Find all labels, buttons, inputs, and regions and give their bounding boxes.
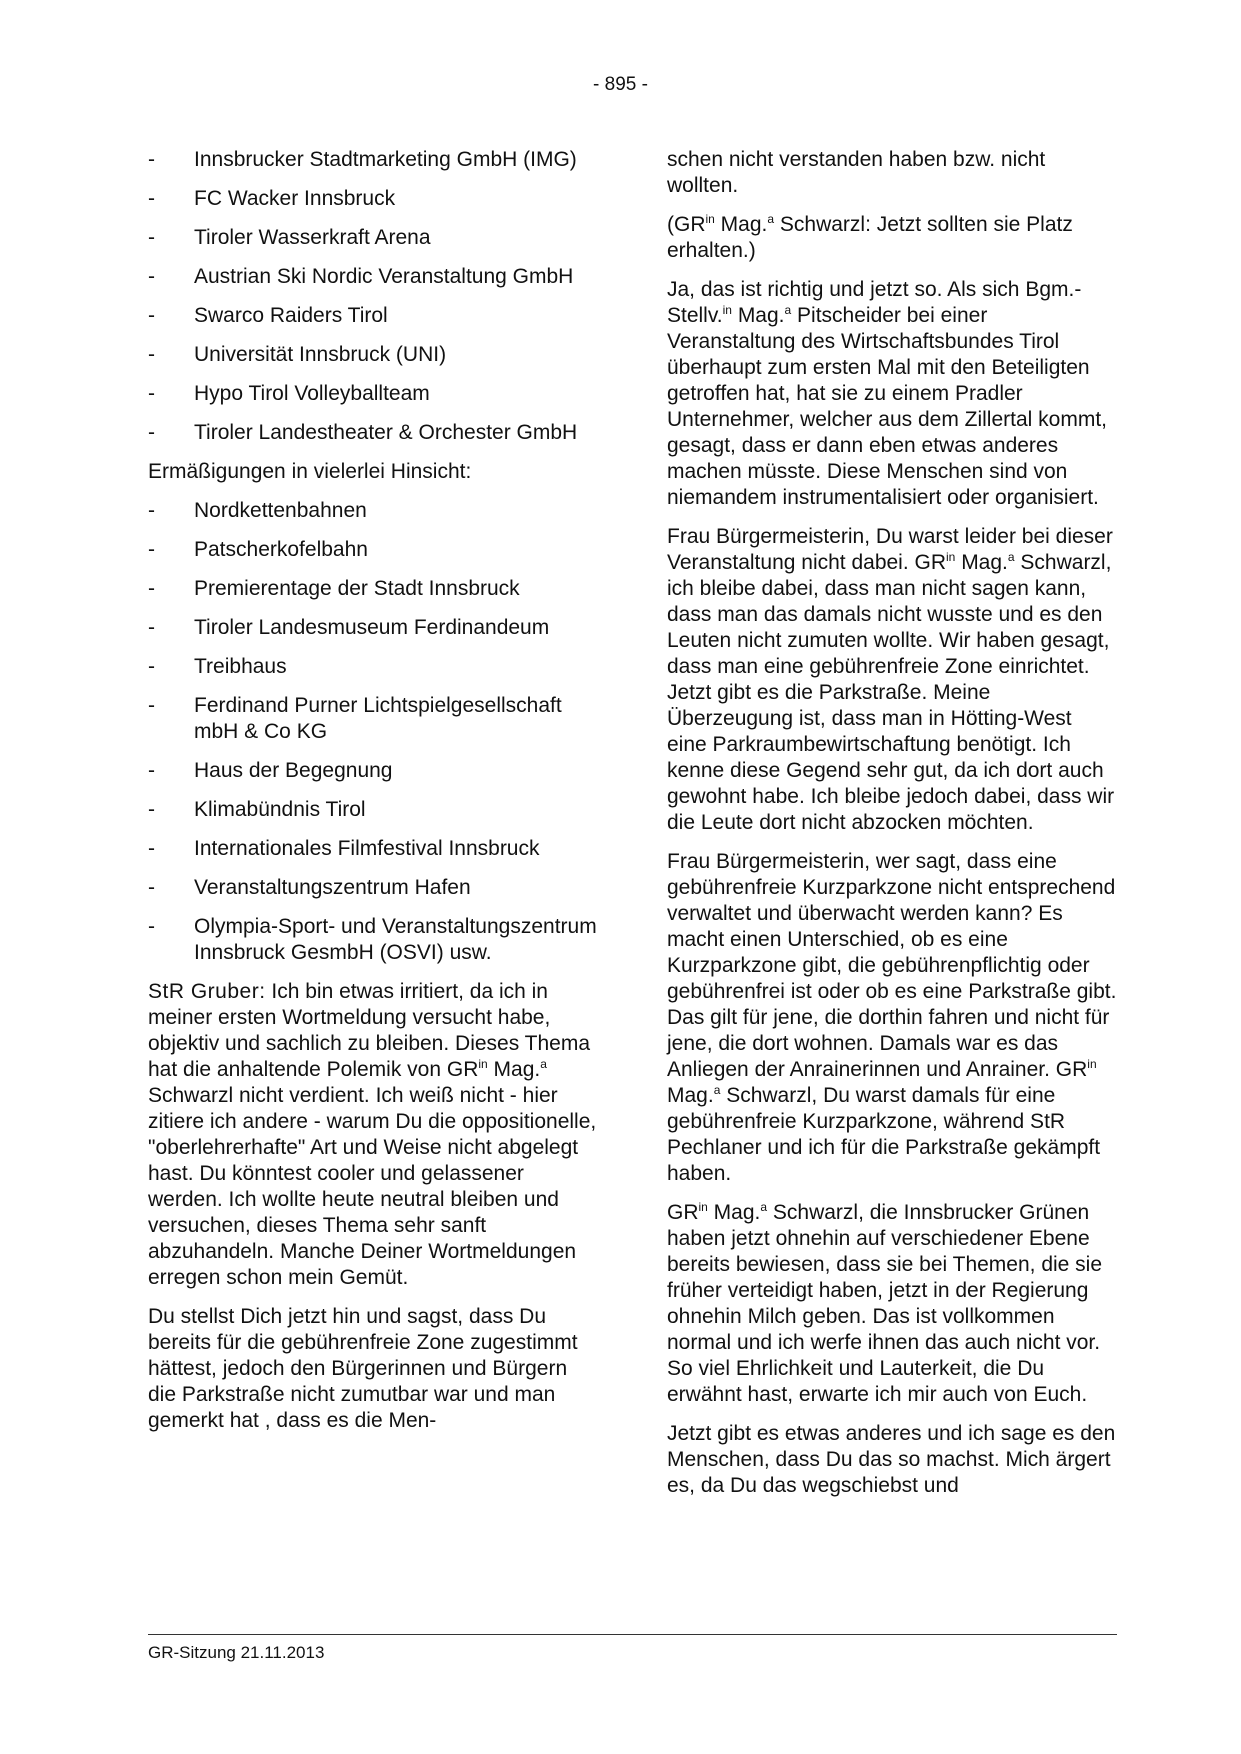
list-bullet-dash: -	[148, 148, 155, 171]
list-bullet-dash: -	[148, 577, 155, 600]
footer-session-date: GR-Sitzung 21.11.2013	[148, 1643, 325, 1662]
list-item	[148, 693, 598, 745]
list-item-text: Tiroler Landestheater & Orchester GmbH	[194, 421, 578, 444]
list-item	[148, 537, 598, 563]
list-bullet-dash: -	[148, 265, 155, 288]
speaker-name: StR Gruber:	[148, 980, 266, 1003]
sponsor-list	[148, 147, 598, 446]
list-item	[148, 225, 598, 251]
list-bullet-dash: -	[148, 499, 155, 522]
list-item	[148, 797, 598, 823]
list-bullet-dash: -	[148, 304, 155, 327]
list-bullet-dash: -	[148, 187, 155, 210]
list-item-text: Olympia-Sport- und Veranstaltungszentrum Innsbruck GesmbH (OSVI) usw.	[194, 915, 597, 964]
list-item-text: Nordkettenbahnen	[194, 499, 367, 522]
list-item-text: Swarco Raiders Tirol	[194, 304, 388, 327]
list-item-text: Hypo Tirol Volleyballteam	[194, 382, 430, 405]
list-item-text: Treibhaus	[194, 655, 287, 678]
right-column	[667, 147, 1117, 1512]
paragraph-interjection: ($GR^{in}$ Mag.$^a$ Schwarzl: Jetzt sollten sie Platz erhalten.)	[667, 212, 1073, 262]
list-bullet-dash: -	[148, 421, 155, 444]
list-item	[148, 875, 598, 901]
list-item	[148, 147, 598, 173]
list-bullet-dash: -	[148, 876, 155, 899]
list-item	[148, 342, 598, 368]
list-item	[148, 420, 598, 446]
list-item-text: Tiroler Landesmuseum Ferdinandeum	[194, 616, 550, 639]
list-item-text: Innsbrucker Stadtmarketing GmbH (IMG)	[194, 148, 577, 171]
list-item	[148, 914, 598, 966]
list-item-text: Patscherkofelbahn	[194, 538, 368, 561]
discount-list	[148, 498, 598, 966]
list-item-text: Haus der Begegnung	[194, 759, 393, 782]
list-item-text: Klimabündnis Tirol	[194, 798, 366, 821]
paragraph-pitscheider: Ja, das ist richtig und jetzt so. Als sich Bgm.-Stellv.$^{in}$ Mag.$^a$ Pitscheider bei einer Veranstaltung des Wirtschaftsbundes Tirol überhaupt zum ersten Mal mit den Beteiligten getroffen hat, hat sie zu einem Pradler Unternehmer, welcher aus dem Zillertal kommt, gesagt, dass er dann eben etwas anderes machen müsste. Diese Menschen sind von niemandem instrumentalisiert oder organisiert.	[667, 278, 1107, 509]
list-bullet-dash: -	[148, 915, 155, 938]
list-bullet-dash: -	[148, 382, 155, 405]
list-item	[148, 836, 598, 862]
page-number: - 895 -	[593, 74, 648, 95]
paragraph-continuation: schen nicht verstanden haben bzw. nicht wollten.	[667, 148, 1046, 197]
list-item-text: Internationales Filmfestival Innsbruck	[194, 837, 540, 860]
list-bullet-dash: -	[148, 343, 155, 366]
list-bullet-dash: -	[148, 837, 155, 860]
discount-heading: Ermäßigungen in vielerlei Hinsicht:	[148, 460, 472, 483]
list-bullet-dash: -	[148, 538, 155, 561]
list-item-text: Ferdinand Purner Lichtspielgesellschaft mbH & Co KG	[194, 694, 562, 743]
list-bullet-dash: -	[148, 759, 155, 782]
list-item	[148, 654, 598, 680]
list-bullet-dash: -	[148, 226, 155, 249]
list-item	[148, 758, 598, 784]
list-bullet-dash: -	[148, 694, 155, 717]
list-item-text: Veranstaltungszentrum Hafen	[194, 876, 471, 899]
paragraph-buergermeisterin-2: Frau Bürgermeisterin, wer sagt, dass eine gebührenfreie Kurzparkzone nicht entsprechend verwaltet und überwacht werden kann? Es macht einen Unterschied, ob es eine Kurzparkzone gibt, die gebührenpflichtig oder gebührenfrei ist oder ob es eine Parkstraße gibt. Das gilt für jene, die dorthin fahren und nicht für jene, die dort wohnen. Damals war es das Anliegen der Anrainerinnen und Anrainer. $GR^{in}$ Mag.$^a$ Schwarzl, Du warst damals für eine gebührenfreie Kurzparkzone, während StR Pechlaner und ich für die Parkstraße gekämpft haben.	[667, 850, 1117, 1185]
list-item-text: Tiroler Wasserkraft Arena	[194, 226, 431, 249]
list-item	[148, 615, 598, 641]
list-item	[148, 303, 598, 329]
list-item-text: Austrian Ski Nordic Veranstaltung GmbH	[194, 265, 574, 288]
list-item	[148, 381, 598, 407]
list-item-text: Universität Innsbruck (UNI)	[194, 343, 447, 366]
left-column	[148, 147, 598, 1447]
footer-divider	[148, 1634, 1117, 1635]
list-item-text: Premierentage der Stadt Innsbruck	[194, 577, 520, 600]
paragraph-gruber-2: Du stellst Dich jetzt hin und sagst, dass Du bereits für die gebührenfreie Zone zugestimmt hättest, jedoch den Bürgerinnen und Bürgern die Parkstraße nicht zumutbar war und man gemerkt hat , dass es die Men-	[148, 1305, 578, 1432]
paragraph-final: Jetzt gibt es etwas anderes und ich sage es den Menschen, dass Du das so machst. Mich ärgert es, da Du das wegschiebst und	[667, 1422, 1116, 1497]
paragraph-gruber-1: StR Gruber: Ich bin etwas irritiert, da ich in meiner ersten Wortmeldung versucht habe, objektiv und sachlich zu bleiben. Dieses Thema hat die anhaltende Polemik von $GR^{in}$ Mag.$^a$ Schwarzl nicht verdient. Ich weiß nicht - hier zitiere ich andere - warum Du die oppositionelle, "oberlehrerhafte" Art und Weise nicht abgelegt hast. Du könntest cooler und gelassener werden. Ich wollte heute neutral bleiben und versuchen, dieses Thema sehr sanft abzuhandeln. Manche Deiner Wortmeldungen erregen schon mein Gemüt.	[148, 980, 597, 1289]
list-bullet-dash: -	[148, 616, 155, 639]
paragraph-buergermeisterin-1: Frau Bürgermeisterin, Du warst leider bei dieser Veranstaltung nicht dabei. $GR^{in}$ Mag.$^a$ Schwarzl, ich bleibe dabei, dass man nicht sagen kann, dass man das damals nicht wusste und es den Leuten nicht zumuten wollte. Wir haben gesagt, dass man eine gebührenfreie Zone einrichtet. Jetzt gibt es die Parkstraße. Meine Überzeugung ist, dass man in Hötting-West eine Parkraumbewirtschaftung benötigt. Ich kenne diese Gegend sehr gut, da ich dort auch gewohnt habe. Ich bleibe jedoch dabei, dass wir die Leute dort nicht abzocken möchten.	[667, 525, 1115, 834]
list-bullet-dash: -	[148, 655, 155, 678]
list-item	[148, 264, 598, 290]
list-bullet-dash: -	[148, 798, 155, 821]
list-item	[148, 498, 598, 524]
paragraph-gruene: $GR^{in}$ Mag.$^a$ Schwarzl, die Innsbrucker Grünen haben jetzt ohnehin auf verschiedener Ebene bereits bewiesen, dass sie bei Themen, die sie früher verteidigt haben, jetzt in der Regierung ohnehin Milch geben. Das ist vollkommen normal und ich werfe ihnen das auch nicht vor. So viel Ehrlichkeit und Lauterkeit, die Du erwähnt hast, erwarte ich mir auch von Euch.	[667, 1200, 1103, 1406]
list-item	[148, 576, 598, 602]
list-item	[148, 186, 598, 212]
list-item-text: FC Wacker Innsbruck	[194, 187, 396, 210]
